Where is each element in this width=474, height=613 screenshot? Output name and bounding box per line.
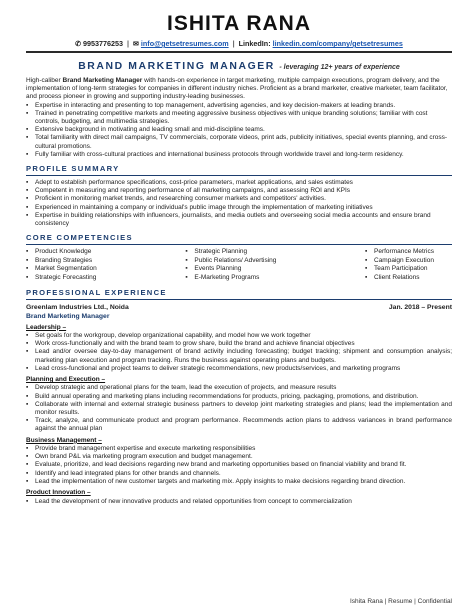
- list-item: ▪ Own brand P&L via marketing program execution and budget management.: [26, 453, 253, 461]
- list-item: ▪ Lead cross-functional and project teams to deliver strategic recommendations, new products/services, and marketing programs: [26, 364, 401, 372]
- list-item: ▪ Evaluate, prioritize, and lead decisions regarding new brand and marketing opportunities based on financial viability and brand fit.: [26, 461, 407, 469]
- header-divider: [26, 51, 452, 53]
- list-item: ▪ Build annual operating and marketing plans including recommendations for products, pricing, packaging, promotions, and distribution.: [26, 392, 419, 400]
- competency-item: ▪ Strategic Planning: [185, 248, 248, 256]
- phone-icon: ✆: [75, 41, 82, 48]
- list-item: ▪ Expertise in building relationships with influencers, journalists, and media outlets and overseeing social media accounts and ensure brand consistency: [26, 211, 431, 228]
- contact-line: [26, 39, 452, 48]
- competency-item: ▪ Market Segmentation: [26, 265, 97, 273]
- section-heading: PROFESSIONAL EXPERIENCE: [26, 288, 452, 300]
- competency-item: ▪ Campaign Execution: [365, 256, 434, 264]
- summary-bullets: [26, 102, 452, 159]
- competency-column: [185, 248, 276, 282]
- profile-summary-section: [26, 164, 452, 228]
- headline-title: BRAND MARKETING MANAGER: [78, 61, 275, 72]
- competency-item: ▪ Events Planning: [185, 265, 242, 273]
- summary-intro-lead: High-caliber: [26, 77, 63, 84]
- company-name: Greenlam Industries Ltd., Noida: [26, 303, 129, 311]
- email-icon: ✉: [133, 41, 139, 48]
- list-item: ▪ Lead the implementation of new customer targets and marketing mix. Apply insights to make decisions regarding brand direction.: [26, 477, 406, 485]
- responsibility-list: [26, 445, 452, 486]
- list-item: ▪ Fully familiar with cross-cultural practices and international business protocols through worldwide travel and long-term residency.: [26, 150, 404, 158]
- list-item: ▪ Collaborate with internal and external strategic business partners to develop joint marketing strategies and plans; lead the implementation and monitor results.: [26, 400, 452, 417]
- job-title: Brand Marketing Manager: [26, 312, 110, 320]
- list-item: ▪ Extensive background in motivating and leading small and mid-discipline teams.: [26, 126, 265, 134]
- job-header: [26, 303, 452, 312]
- list-item: ▪ Provide brand management expertise and execute marketing responsibilities: [26, 445, 256, 453]
- profile-bullets: [26, 179, 452, 228]
- summary-intro: [26, 77, 452, 102]
- job-dates: Jan. 2018 – Present: [388, 303, 452, 311]
- list-item: ▪ Competent in measuring and reporting performance of all marketing campaigns, and assessing ROI and KPIs: [26, 187, 351, 195]
- responsibility-group-title: Business Management –: [26, 436, 102, 444]
- competency-item: ▪ E-Marketing Programs: [185, 274, 260, 282]
- summary-intro-role: Brand Marketing Manager: [62, 77, 143, 84]
- section-heading: CORE COMPETENCIES: [26, 233, 452, 245]
- linkedin-link[interactable]: linkedin.com/company/getsetresumes: [272, 39, 403, 48]
- section-heading: PROFILE SUMMARY: [26, 164, 452, 176]
- summary-intro-body: with hands-on experience in target marketing, multiple campaign executions, program delivery, and the implementation of long-term strategies for companies in different industry niches. Proficient as a brand marketer, creative marketer, team facilitator, and process pioneer in growing and supporting industry-leading businesses.: [26, 77, 448, 101]
- list-item: ▪ Expertise in interacting and presenting to top management, advertising agencies, and key decision-makers at leading brands.: [26, 101, 396, 109]
- competency-grid: [26, 248, 452, 282]
- candidate-name: ISHITA RANA: [167, 12, 311, 35]
- list-item: ▪ Adept to establish performance specifications, cost-price parameters, market applications, and sales estimates: [26, 179, 353, 187]
- list-item: ▪ Set goals for the workgroup, develop organizational capability, and model how we work together: [26, 332, 311, 340]
- list-item: ▪ Trained in penetrating competitive markets and meeting aggressive business objectives with unique branding solutions; familiar with cost controls, budgeting, and multimedia strategies.: [26, 109, 428, 126]
- responsibility-list: [26, 384, 452, 433]
- competency-item: ▪ Branding Strategies: [26, 256, 93, 264]
- competency-item: ▪ Public Relations/ Advertising: [185, 256, 277, 264]
- competency-item: ▪ Performance Metrics: [365, 248, 434, 256]
- competency-column: [365, 248, 434, 282]
- headline: [26, 59, 452, 74]
- contact-separator: |: [232, 39, 235, 48]
- responsibility-list: [26, 332, 452, 373]
- list-item: ▪ Identify and lead integrated plans for other brands and channels.: [26, 469, 221, 477]
- core-competencies-section: [26, 233, 452, 282]
- list-item: ▪ Lead the development of new innovative products and related opportunities from concept to commercialization: [26, 497, 352, 505]
- list-item: ▪ Work cross-functionally and with the brand team to grow share, build the brand and achieve financial objectives: [26, 340, 355, 348]
- contact-separator: |: [127, 39, 130, 48]
- competency-column: [26, 248, 97, 282]
- list-item: ▪ Total familiarity with direct mail campaigns, TV commercials, corporate videos, print ads, publicity initiatives, special events planning, and cross-cultural promotions.: [26, 134, 448, 150]
- competency-item: ▪ Client Relations: [365, 274, 420, 282]
- responsibility-group-title: Planning and Execution –: [26, 376, 106, 384]
- linkedin-label: LinkedIn:: [238, 39, 271, 48]
- competency-item: ▪ Strategic Forecasting: [26, 274, 97, 282]
- responsibility-list: [26, 498, 452, 506]
- responsibility-group-title: Leadership –: [26, 323, 67, 331]
- page-footer: Ishita Rana | Resume | Confidential: [349, 598, 452, 605]
- list-item: ▪ Develop strategic and operational plans for the team, lead the execution of projects, and measure results: [26, 384, 337, 392]
- email-link[interactable]: info@getsetresumes.com: [140, 39, 229, 48]
- list-item: ▪ Lead and/or oversee day-to-day management of brand activity including forecasting; budget tracking; shipment and consumption analysis; marketing plan execution and program tracking. Runs the business against operating plans and budgets.: [26, 348, 452, 364]
- list-item: ▪ Proficient in monitoring market trends, and researching consumer markets and competitors' activities.: [26, 195, 326, 203]
- competency-item: ▪ Product Knowledge: [26, 248, 92, 256]
- list-item: ▪ Track, analyze, and communicate product and program performance. Recommends action plans to address variances in brand performance against the annual plan: [26, 417, 452, 433]
- list-item: ▪ Experienced in maintaining a company or individual's public image through the implementation of marketing initiatives: [26, 203, 373, 211]
- headline-experience: - leveraging 12+ years of experience: [279, 64, 400, 71]
- competency-item: ▪ Team Participation: [365, 265, 428, 273]
- responsibility-group-title: Product Innovation –: [26, 489, 91, 497]
- professional-experience-section: [26, 288, 452, 506]
- phone-number: 9953776253: [83, 39, 124, 48]
